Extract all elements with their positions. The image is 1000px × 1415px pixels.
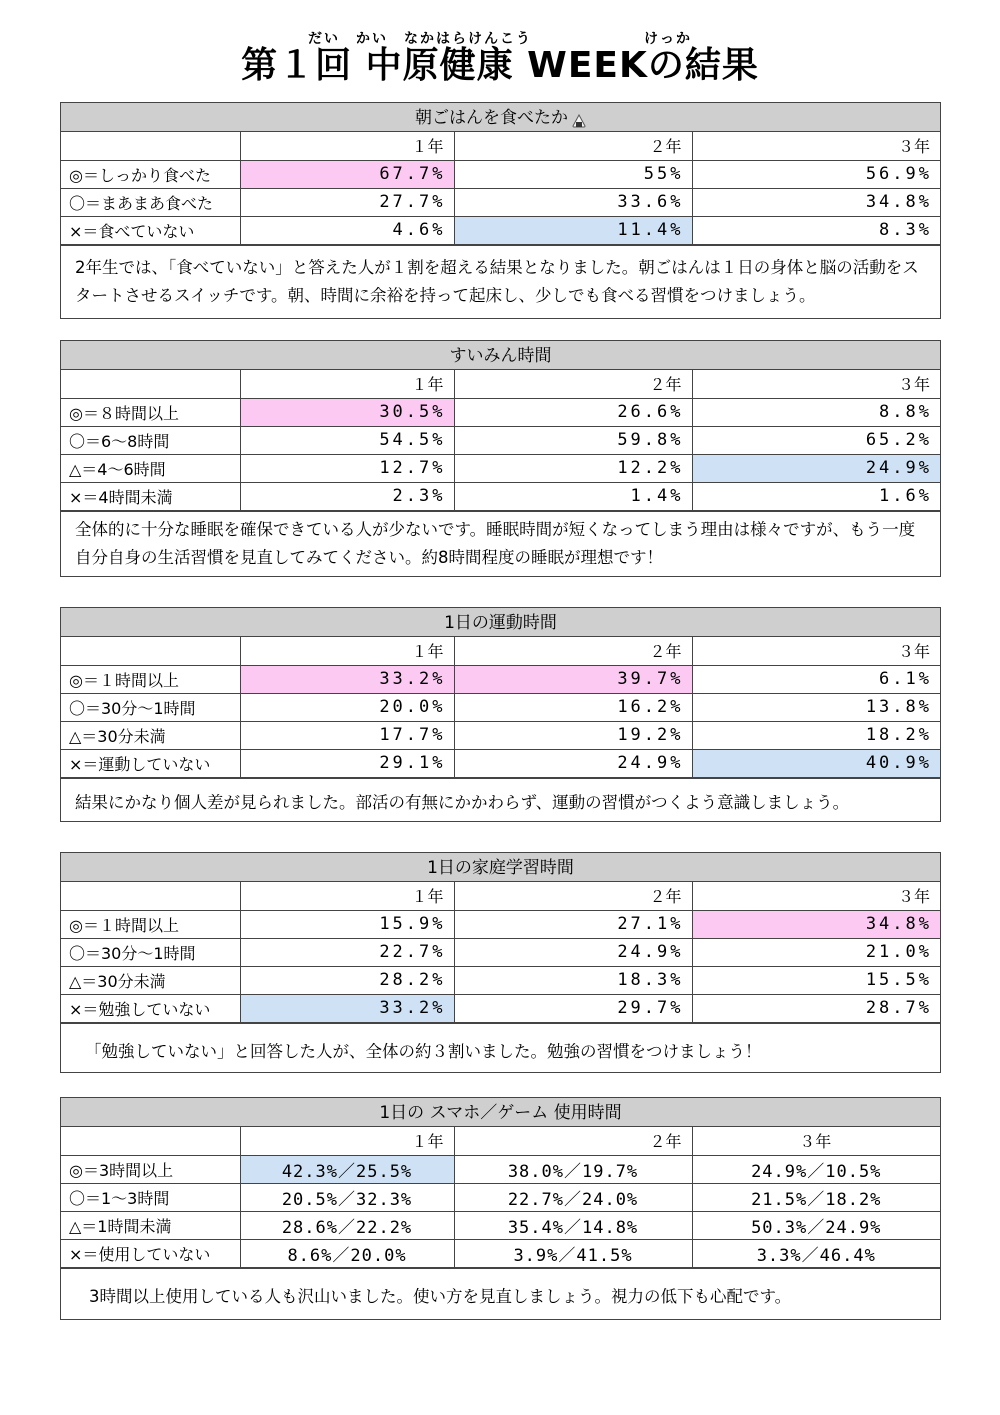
section-comment: 2年生では、「食べていない」と答えた人が１割を超える結果となりました。朝ごはんは１日の身体と脳の活動をスタートさせるスイッチです。朝、時間に余裕を持って起床し、少しでも食べる習慣をつけましょう。 [61,245,940,318]
table-row [61,398,940,426]
table-cell: 34.8% [692,188,940,216]
row-label: ×＝使用していない [61,1239,240,1267]
table-cell: 35.4%／14.8% [454,1211,692,1239]
table-cell: 11.4% [454,216,692,244]
table-cell: 4.6% [240,216,454,244]
row-label: △＝4～6時間 [61,454,240,482]
year-header-row [61,370,940,398]
table-cell: 33.2% [240,665,454,693]
exercise-section [60,607,941,822]
section-heading: 1日の運動時間 [61,608,940,637]
table-cell: 33.2% [240,994,454,1022]
row-label: 〇＝1～3時間 [61,1183,240,1211]
table-cell: 24.9%／10.5% [692,1155,940,1183]
row-label: △＝30分未満 [61,966,240,994]
row-label: ×＝4時間未満 [61,482,240,510]
year-header-row [61,637,940,665]
table-row [61,216,940,244]
table-cell: 42.3%／25.5% [240,1155,454,1183]
table-cell: 39.7% [454,665,692,693]
table-row [61,966,940,994]
table-cell: 34.8% [692,910,940,938]
table-row [61,910,940,938]
row-label: ×＝運動していない [61,749,240,777]
table-cell: 18.3% [454,966,692,994]
table-row [61,188,940,216]
row-label: 〇＝30分～1時間 [61,938,240,966]
table-cell: 28.2% [240,966,454,994]
table-cell: 33.6% [454,188,692,216]
section-comment: 3時間以上使用している人も沢山いました。使い方を見直しましょう。視力の低下も心配です。 [61,1268,940,1319]
table-cell: 19.2% [454,721,692,749]
row-label: ×＝食べていない [61,216,240,244]
table-cell: 65.2% [692,426,940,454]
year-2-header: ２年 [454,132,692,160]
year-2-header: ２年 [454,370,692,398]
breakfast-section [60,102,941,319]
table-cell: 2.3% [240,482,454,510]
sleep-section [60,340,941,577]
year-1-header: １年 [240,370,454,398]
page-header [0,28,1000,86]
table-cell: 15.9% [240,910,454,938]
screen-time-table [61,1127,940,1268]
table-cell: 6.1% [692,665,940,693]
table-cell: 21.0% [692,938,940,966]
table-cell: 12.2% [454,454,692,482]
table-row [61,1211,940,1239]
home-study-table [61,882,940,1023]
table-cell: 28.6%／22.2% [240,1211,454,1239]
row-label: ◎＝１時間以上 [61,665,240,693]
table-cell: 8.3% [692,216,940,244]
table-cell: 55% [454,160,692,188]
row-label: 〇＝30分～1時間 [61,693,240,721]
table-row [61,1155,940,1183]
row-label: △＝1時間未満 [61,1211,240,1239]
row-label: ×＝勉強していない [61,994,240,1022]
table-cell: 20.0% [240,693,454,721]
year-2-header: ２年 [454,637,692,665]
home-study-section [60,852,941,1073]
year-3-header: ３年 [692,370,940,398]
table-cell: 40.9% [692,749,940,777]
table-cell: 22.7%／24.0% [454,1183,692,1211]
table-cell: 21.5%／18.2% [692,1183,940,1211]
breakfast-table [61,132,940,245]
row-label: 〇＝6～8時間 [61,426,240,454]
table-row [61,160,940,188]
row-label: ◎＝１時間以上 [61,910,240,938]
row-label: ◎＝3時間以上 [61,1155,240,1183]
title-ruby: だい かい なかはらけんこう けっか [308,31,692,47]
screen-time-section [60,1097,941,1320]
table-row [61,1183,940,1211]
year-3-header: ３年 [692,637,940,665]
table-cell: 28.7% [692,994,940,1022]
table-cell: 1.4% [454,482,692,510]
table-cell: 24.9% [692,454,940,482]
section-heading: 1日の家庭学習時間 [61,853,940,882]
table-cell: 3.3%／46.4% [692,1239,940,1267]
year-1-header: １年 [240,1127,454,1155]
table-cell: 3.9%／41.5% [454,1239,692,1267]
exercise-table [61,637,940,778]
table-cell: 20.5%／32.3% [240,1183,454,1211]
year-header-row [61,1127,940,1155]
table-cell: 24.9% [454,749,692,777]
year-1-header: １年 [240,132,454,160]
table-cell: 38.0%／19.7% [454,1155,692,1183]
table-cell: 29.1% [240,749,454,777]
table-row [61,1239,940,1267]
table-cell: 15.5% [692,966,940,994]
table-cell: 59.8% [454,426,692,454]
year-3-header: ３年 [692,1127,940,1155]
year-3-header: ３年 [692,132,940,160]
table-cell: 18.2% [692,721,940,749]
section-heading [61,103,940,132]
row-label: ◎＝しっかり食べた [61,160,240,188]
page-title: 第１回 中原健康 WEEKの結果 [241,45,759,86]
table-cell: 27.7% [240,188,454,216]
table-cell: 29.7% [454,994,692,1022]
row-label: ◎＝８時間以上 [61,398,240,426]
table-cell: 22.7% [240,938,454,966]
table-row [61,482,940,510]
table-cell: 67.7% [240,160,454,188]
table-row [61,426,940,454]
section-heading-text: 朝ごはんを食べたか [415,108,568,128]
year-header-row [61,882,940,910]
table-row [61,454,940,482]
table-row [61,994,940,1022]
table-cell: 30.5% [240,398,454,426]
row-label: 〇＝まあまあ食べた [61,188,240,216]
section-comment: 結果にかなり個人差が見られました。部活の有無にかかわらず、運動の習慣がつくよう意識しましょう。 [61,778,940,821]
table-row [61,721,940,749]
onigiri-icon [572,114,586,128]
table-cell: 1.6% [692,482,940,510]
year-2-header: ２年 [454,1127,692,1155]
table-cell: 8.8% [692,398,940,426]
row-label: △＝30分未満 [61,721,240,749]
table-cell: 26.6% [454,398,692,426]
table-row [61,693,940,721]
year-2-header: ２年 [454,882,692,910]
table-cell: 54.5% [240,426,454,454]
table-cell: 8.6%／20.0% [240,1239,454,1267]
table-row [61,665,940,693]
year-1-header: １年 [240,637,454,665]
table-cell: 27.1% [454,910,692,938]
sleep-table [61,370,940,511]
section-heading: 1日の スマホ／ゲーム 使用時間 [61,1098,940,1127]
table-row [61,749,940,777]
table-cell: 50.3%／24.9% [692,1211,940,1239]
table-cell: 24.9% [454,938,692,966]
section-heading: すいみん時間 [61,341,940,370]
table-cell: 12.7% [240,454,454,482]
section-comment: 全体的に十分な睡眠を確保できている人が少ないです。睡眠時間が短くなってしまう理由は様々ですが、もう一度自分自身の生活習慣を見直してみてください。約8時間程度の睡眠が理想です！ [61,511,940,576]
table-row [61,938,940,966]
table-cell: 17.7% [240,721,454,749]
table-cell: 16.2% [454,693,692,721]
table-cell: 13.8% [692,693,940,721]
year-3-header: ３年 [692,882,940,910]
table-cell: 56.9% [692,160,940,188]
year-1-header: １年 [240,882,454,910]
year-header-row [61,132,940,160]
section-comment: 「勉強していない」と回答した人が、全体の約３割いました。勉強の習慣をつけましょう！ [61,1023,940,1072]
